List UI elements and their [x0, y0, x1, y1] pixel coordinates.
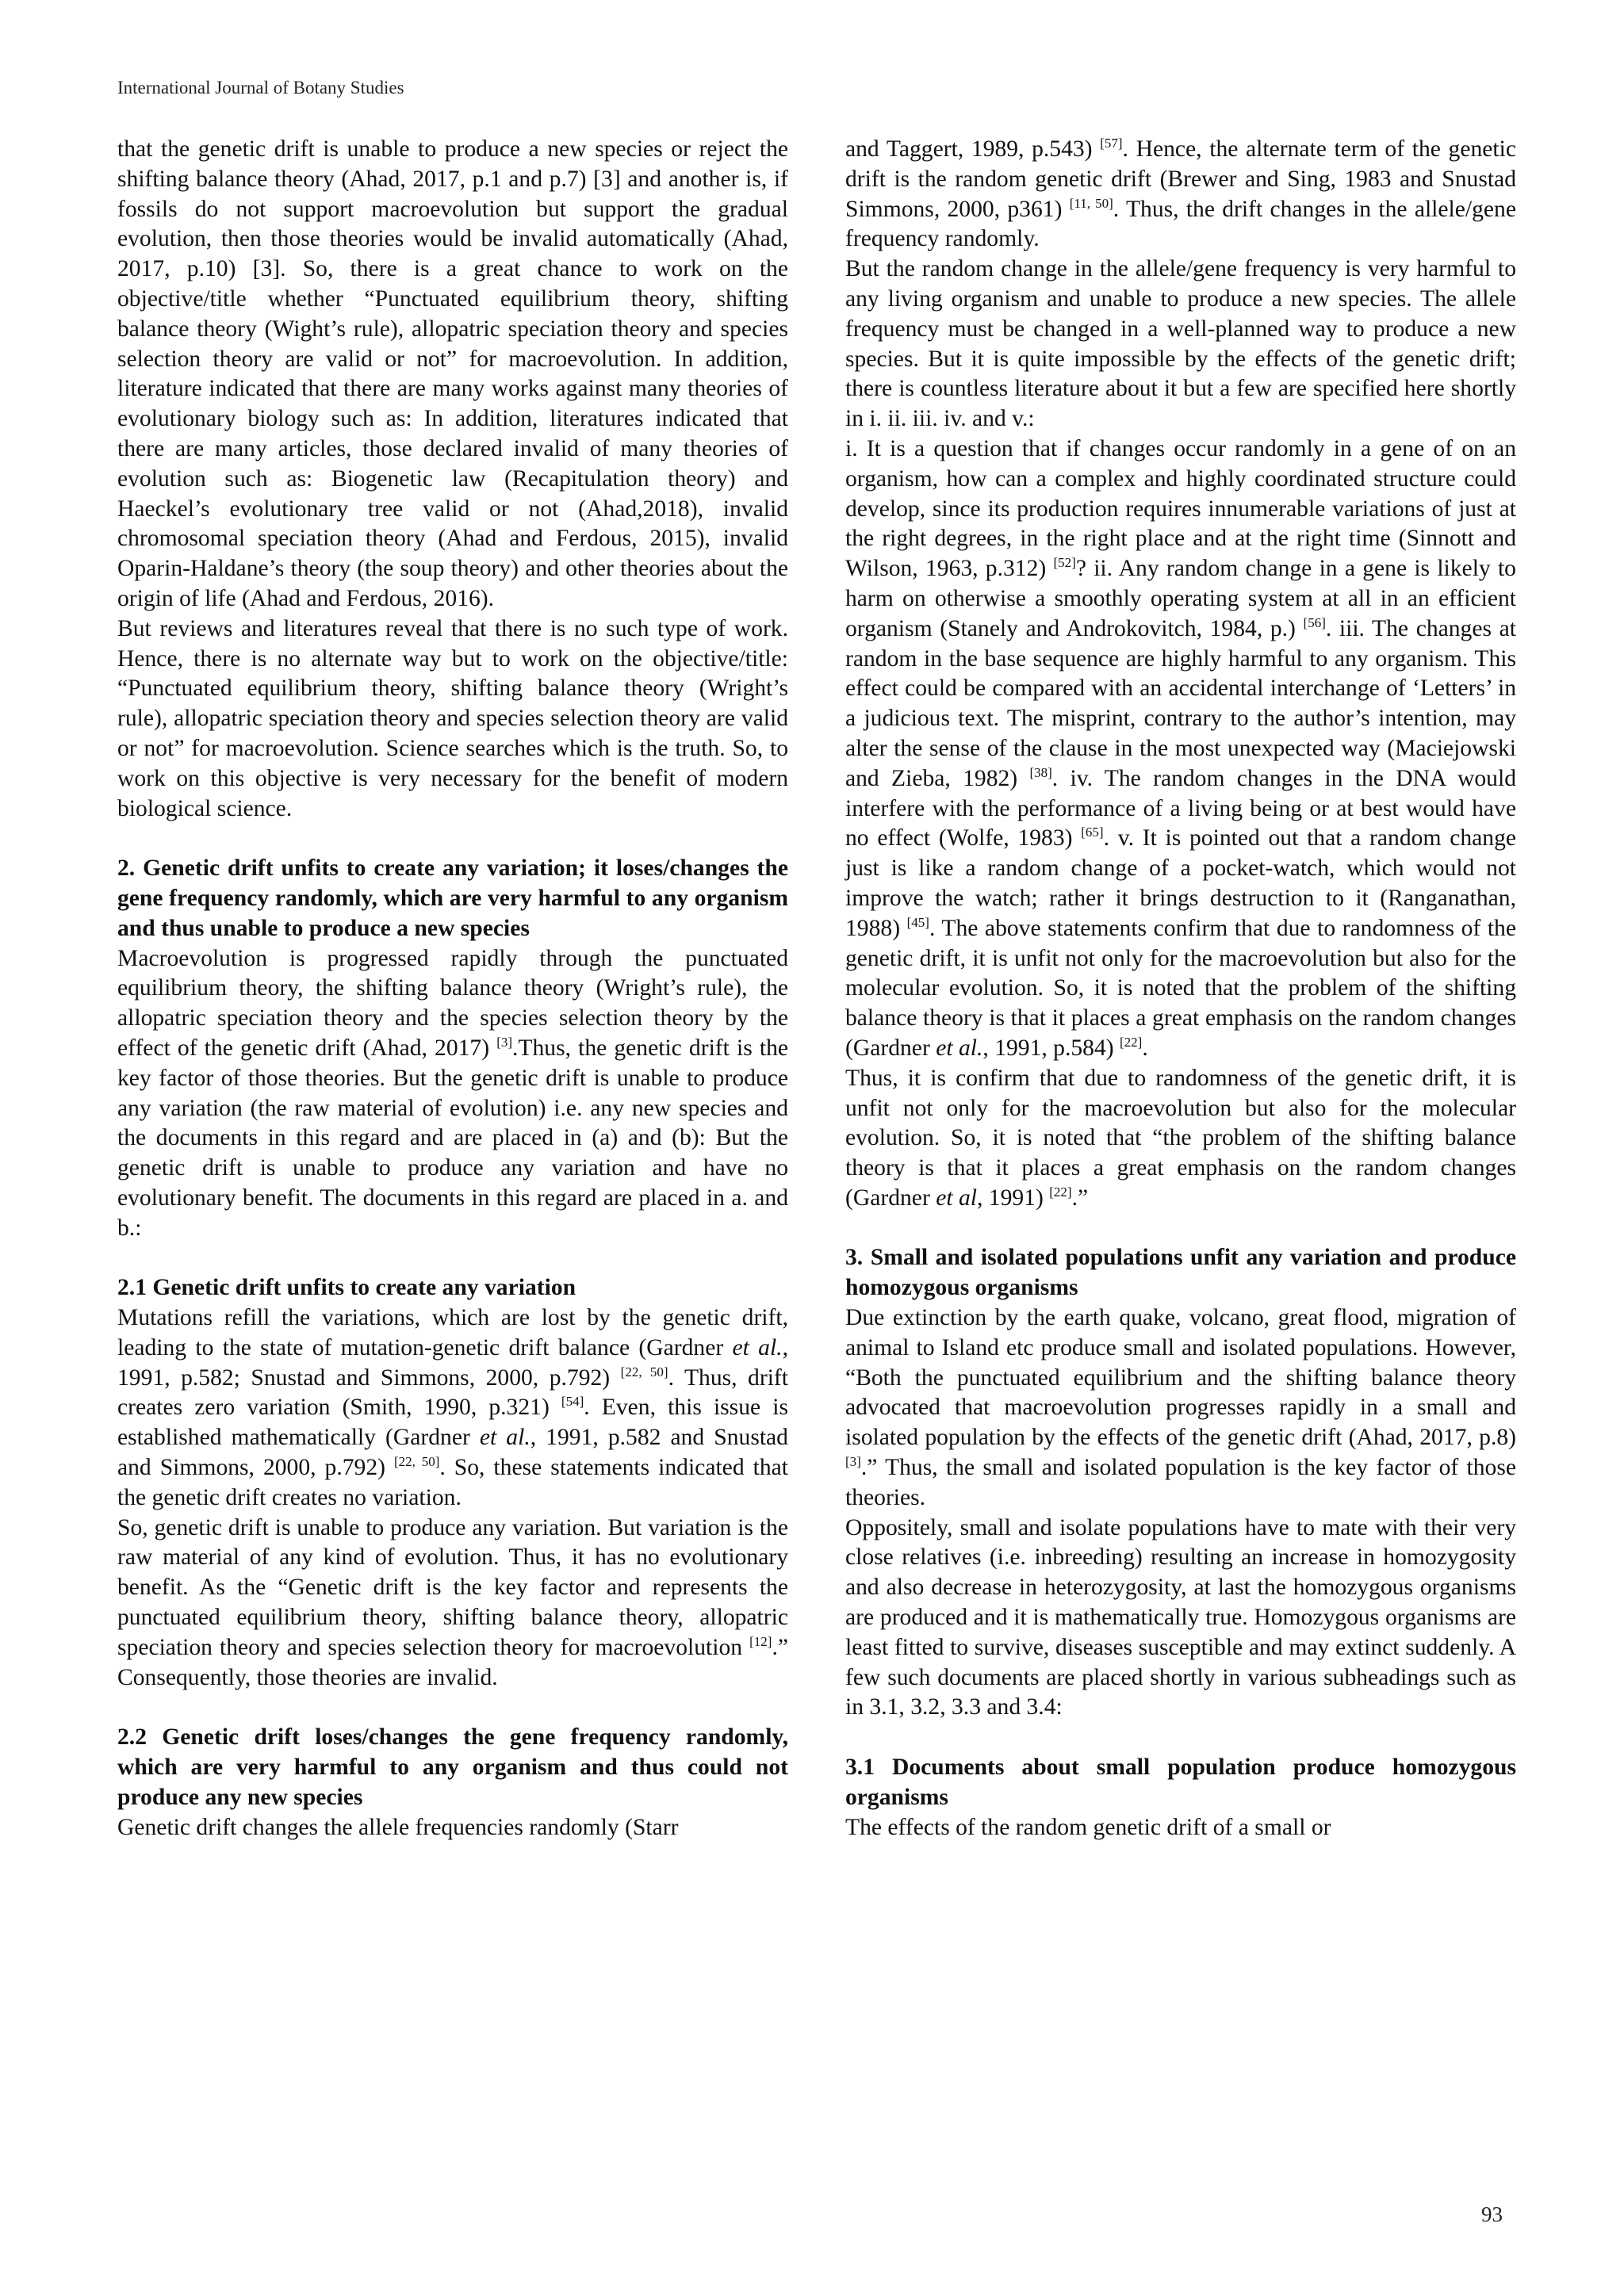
- citation: [56]: [1303, 614, 1326, 630]
- paragraph: The effects of the random genetic drift of a small or: [845, 1814, 1331, 1840]
- paragraph: But reviews and literatures reveal that there is no such type of work. Hence, there is no alternate way but to work on the objective/title: “Punctuated equilibrium theory, shifting balance theory (Wright’s rule), allopatric speciation theory and species selection theory are valid or not” for macroevolution. Science searches which is the truth. So, to work on this objective is very necessary for the benefit of modern biological science.: [117, 615, 788, 821]
- paragraph: Genetic drift changes the allele frequencies randomly (Starr: [117, 1814, 679, 1840]
- citation: [22, 50]: [620, 1364, 668, 1380]
- paragraph: So, genetic drift is unable to produce any variation. But variation is the raw material of any kind of evolution. Thus, it has no evolutionary benefit. As the “Genetic drift is the key factor and represents the punctuated equilibrium theory, shifting balance theory, allopatric speciation theory and species selection theory for macroevolution [12].” Consequently, those theories are invalid.: [117, 1514, 788, 1690]
- paragraph: and Taggert, 1989, p.543) [57]. Hence, the alternate term of the genetic drift is the random genetic drift (Brewer and Sing, 1983 and Snustad Simmons, 2000, p361) [11, 50]. Thus, the drift changes in the allele/gene frequency randomly.: [845, 136, 1516, 252]
- paragraph: i. It is a question that if changes occur randomly in a gene of on an organism, how can a complex and highly coordinated structure could develop, since its production requires innumerable variations of just at the right degrees, in the right place and at the right time (Sinnott and Wilson, 1963, p.312) [52]? ii. Any random change in a gene is likely to harm on otherwise a smoothly operating system at all in an efficient organism (Stanely and Androkovitch, 1984, p.) [56]. iii. The changes at random in the base sequence are highly harmful to any organism. This effect could be compared with an accidental interchange of ‘Letters’ in a judicious text. The misprint, contrary to the author’s intention, may alter the sense of the clause in the most unexpected way (Maciejowski and Zieba, 1982) [38]. iv. The random changes in the DNA would interfere with the performance of a living being or at best would have no effect (Wolfe, 1983) [65]. v. It is pointed out that a random change just is like a random change of a pocket-watch, which would not improve the watch; rather it brings destruction to it (Ranganathan, 1988) [45]. The above statements confirm that due to randomness of the genetic drift, it is unfit not only for the macroevolution but also for the molecular evolution. So, it is noted that the problem of the shifting balance theory is that it places a great emphasis on the random changes (Gardner et al., 1991, p.584) [22].: [845, 435, 1516, 1061]
- citation: [54]: [561, 1394, 584, 1410]
- citation: [57]: [1100, 136, 1123, 151]
- section-heading-2-2: 2.2 Genetic drift loses/changes the gene frequency randomly, which are very harmful to any organism and thus could not produce any new species: [117, 1724, 788, 1810]
- page-number: 93: [1481, 2202, 1503, 2226]
- citation: [12]: [749, 1633, 772, 1649]
- paragraph: But the random change in the allele/gene frequency is very harmful to any living organism and unable to produce a new species. The allele frequency must be changed in a well-planned way to produce a new species. But it is quite impossible by the effects of the genetic drift; there is countless literature about it but a few are specified here shortly in i. ii. iii. iv. and v.:: [845, 256, 1516, 432]
- paragraph: that the genetic drift is unable to produce a new species or reject the shifting balance theory (Ahad, 2017, p.1 and p.7) [3] and another is, if fossils do not support macroevolution but support the gradual evolution, then those theories would be invalid automatically (Ahad, 2017, p.10) [3]. So, there is a great chance to work on the objective/title whether “Punctuated equilibrium theory, shifting balance theory (Wight’s rule), allopatric speciation theory and species selection theory are valid or not” for macroevolution. In addition, literature indicated that there are many works against many theories of evolutionary biology such as: In addition, literatures indicated that there are many articles, those declared invalid of many theories of evolution such as: Biogenetic law (Recapitulation theory) and Haeckel’s evolutionary tree valid or not (Ahad,2018), invalid chromosomal speciation theory (Ahad and Ferdous, 2015), invalid Oparin-Haldane’s theory (the soup theory) and other theories about the origin of life (Ahad and Ferdous, 2016).: [117, 136, 788, 611]
- section-heading-3-1: 3.1 Documents about small population produce homozygous organisms: [845, 1755, 1516, 1810]
- right-column: [845, 135, 1516, 1843]
- citation: [22]: [1120, 1034, 1143, 1050]
- paragraph: Thus, it is confirm that due to randomness of the genetic drift, it is unfit not only for the macroevolution but also for the molecular evolution. So, it is noted that “the problem of the shifting balance theory is that it places a great emphasis on the random changes (Gardner et al, 1991) [22].”: [845, 1065, 1516, 1211]
- left-column: [117, 135, 788, 1843]
- section-heading-2-1: 2.1 Genetic drift unfits to create any variation: [117, 1275, 576, 1301]
- citation: [11, 50]: [1069, 195, 1113, 211]
- paragraph: Macroevolution is progressed rapidly through the punctuated equilibrium theory, the shifting balance theory (Wright’s rule), the allopatric speciation theory and the species selection theory by the effect of the genetic drift (Ahad, 2017) [3].Thus, the genetic drift is the key factor of those theories. But the genetic drift is unable to produce any variation (the raw material of evolution) i.e. any new species and the documents in this regard and are placed in (a) and (b): But the genetic drift is unable to produce any variation and have no evolutionary benefit. The documents in this regard are placed in a. and b.:: [117, 945, 788, 1241]
- citation: [38]: [1029, 764, 1052, 780]
- citation: [52]: [1053, 555, 1076, 571]
- citation: [45]: [906, 914, 929, 930]
- paragraph: Due extinction by the earth quake, volcano, great flood, migration of animal to Island etc produce small and isolated populations. However, “Both the punctuated equilibrium and the shifting balance theory advocated that macroevolution progresses rapidly in a small and isolated population by the effects of the genetic drift (Ahad, 2017, p.8) [3].” Thus, the small and isolated population is the key factor of those theories.: [845, 1305, 1516, 1510]
- citation: [3]: [496, 1034, 513, 1050]
- section-heading-3: 3. Small and isolated populations unfit any variation and produce homozygous organisms: [845, 1245, 1516, 1301]
- journal-header: International Journal of Botany Studies: [117, 78, 404, 98]
- citation: [22]: [1049, 1184, 1072, 1200]
- citation: [65]: [1081, 825, 1104, 840]
- section-heading-2: 2. Genetic drift unfits to create any variation; it loses/changes the gene frequency randomly, which are very harmful to any organism and thus unable to produce a new species: [117, 855, 788, 941]
- paragraph: Oppositely, small and isolate populations have to mate with their very close relatives (i.e. inbreeding) resulting an increase in homozygosity and also decrease in heterozygosity, at last the homozygous organisms are produced and it is mathematically true. Homozygous organisms are least fitted to survive, diseases susceptible and may extinct suddenly. A few such documents are placed shortly in various subheadings such as in 3.1, 3.2, 3.3 and 3.4:: [845, 1514, 1516, 1720]
- citation: [3]: [845, 1454, 861, 1470]
- citation: [22, 50]: [393, 1454, 440, 1470]
- paragraph: Mutations refill the variations, which are lost by the genetic drift, leading to the state of mutation-genetic drift balance (Gardner et al., 1991, p.582; Snustad and Simmons, 2000, p.792) [22, 50]. Thus, drift creates zero variation (Smith, 1990, p.321) [54]. Even, this issue is established mathematically (Gardner et al., 1991, p.582 and Snustad and Simmons, 2000, p.792) [22, 50]. So, these statements indicated that the genetic drift creates no variation.: [117, 1305, 789, 1510]
